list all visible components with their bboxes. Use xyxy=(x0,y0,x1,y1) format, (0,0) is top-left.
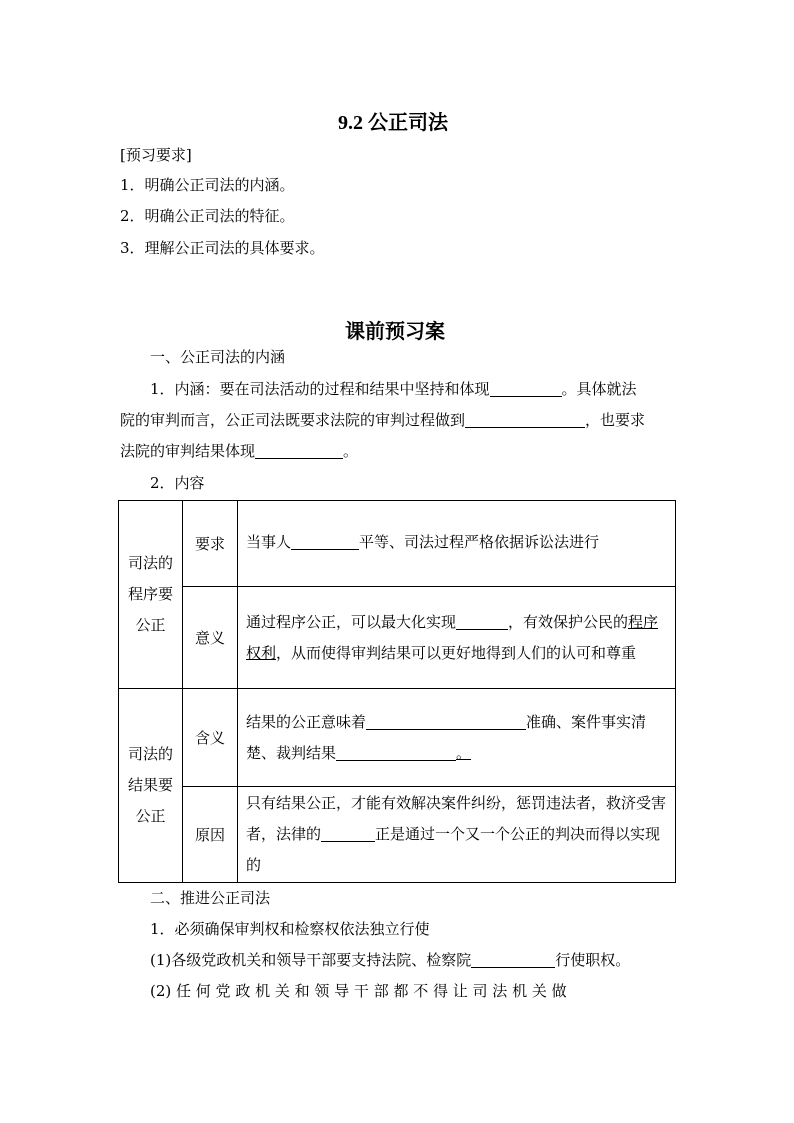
row-content xyxy=(238,501,676,587)
group-cell-procedure xyxy=(119,501,183,689)
fill-blank[interactable] xyxy=(336,743,456,761)
table-row xyxy=(119,689,676,787)
cell-text: ，有效保护公民的 xyxy=(508,612,629,631)
part1-text: 。 xyxy=(343,442,359,460)
cell-text: 通过程序公正，可以最大化实现 xyxy=(246,612,457,631)
table-row xyxy=(119,587,676,689)
group-label-line: 司法的 xyxy=(127,554,173,572)
part1-text: 院的审判而言，公正司法既要求法院的审判过程做到 xyxy=(120,411,466,429)
row-content xyxy=(238,587,676,689)
row-label: 原因 xyxy=(183,787,238,883)
cell-text: 结果的公正意味着 xyxy=(246,712,367,731)
part2-text: (1)各级党政机关和领导干部要支持法院、检察院 xyxy=(150,951,472,969)
row-label: 要求 xyxy=(183,501,238,587)
part1-text: ，也要求 xyxy=(585,411,646,429)
fill-blank[interactable] xyxy=(366,712,526,730)
part2-subitem: (2) 任 何 党 政 机 关 和 领 导 干 部 都 不 得 让 司 法 机 关 做 xyxy=(150,982,567,1000)
section-title: 课前预习案 xyxy=(345,321,445,343)
group-cell-result xyxy=(119,689,183,883)
cell-text: 准确、案件事实清楚、裁判结果 xyxy=(246,712,647,762)
part2-item: 1．必须确保审判权和检察权依法独立行使 xyxy=(150,920,430,938)
cell-underlined-text: 程序权利 xyxy=(246,612,659,662)
part1-line1 xyxy=(150,378,637,399)
part2-subitem xyxy=(150,949,630,970)
fill-blank[interactable] xyxy=(291,532,359,550)
table-row xyxy=(119,501,676,587)
fill-blank[interactable] xyxy=(490,379,562,397)
part2-heading: 二、推进公正司法 xyxy=(150,889,271,907)
group-label-line: 公正 xyxy=(135,807,166,825)
page-title: 9.2 公正司法 xyxy=(338,112,448,134)
fill-blank[interactable] xyxy=(465,410,585,428)
fill-blank[interactable] xyxy=(321,824,375,842)
row-label: 含义 xyxy=(183,689,238,787)
cell-text: 只有结果公正，才能有效解决案件纠纷，惩罚违法者，救济受害者，法律的 xyxy=(246,794,667,843)
cell-text: ，从而使得审判结果可以更好地得到人们的认可和尊重 xyxy=(276,643,637,662)
row-content xyxy=(238,689,676,787)
group-label-line: 程序要 xyxy=(127,585,173,603)
group-label-line: 公正 xyxy=(135,616,166,634)
cell-text: 平等、司法过程严格依据诉讼法进行 xyxy=(359,533,600,551)
part1-text: 法院的审判结果体现 xyxy=(120,442,256,460)
row-label: 意义 xyxy=(183,587,238,689)
part1-text: 1．内涵：要在司法活动的过程和结果中坚持和体现 xyxy=(150,380,490,398)
part1-text: 。具体就法 xyxy=(561,380,637,398)
row-content xyxy=(238,787,676,883)
requirement-item: 3．理解公正司法的具体要求。 xyxy=(120,239,325,257)
fill-blank[interactable] xyxy=(456,612,508,630)
part2-text: 行使职权。 xyxy=(555,951,631,969)
part1-line2 xyxy=(120,409,645,430)
fill-blank[interactable] xyxy=(255,441,343,459)
cell-text: 当事人 xyxy=(246,533,292,551)
group-label-line: 司法的 xyxy=(127,745,173,763)
part1-subheading: 2．内容 xyxy=(150,474,205,492)
part1-line3 xyxy=(120,440,358,461)
content-table xyxy=(118,500,676,883)
cell-text: 正是通过一个又一个公正的判决而得以实现的 xyxy=(246,825,661,874)
requirements-heading: [预习要求] xyxy=(120,146,192,164)
requirement-item: 2．明确公正司法的特征。 xyxy=(120,207,295,225)
cell-text: 。 xyxy=(456,743,472,762)
group-label-line: 结果要 xyxy=(127,776,173,794)
table-row xyxy=(119,787,676,883)
requirement-item: 1．明确公正司法的内涵。 xyxy=(120,176,295,194)
fill-blank[interactable] xyxy=(471,950,555,968)
part1-heading: 一、公正司法的内涵 xyxy=(150,348,286,366)
